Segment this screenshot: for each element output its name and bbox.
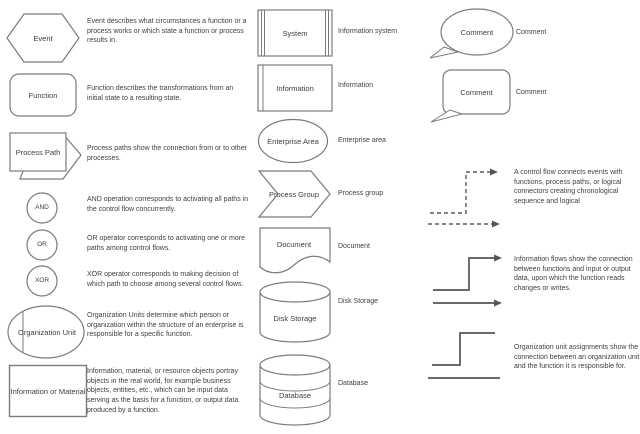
enterprise-area-shape — [257, 118, 329, 164]
control-flow-arrows-shape — [424, 162, 512, 230]
information-label: Information — [276, 83, 314, 93]
information-shape — [257, 64, 333, 112]
and-label: AND — [35, 204, 49, 212]
function-rounded-rect-shape — [8, 72, 78, 118]
xor-label: XOR — [34, 277, 50, 285]
information-caption: Information — [338, 82, 374, 89]
document-caption: Document — [338, 243, 370, 250]
process-group-shape — [258, 169, 332, 219]
system-caption: Information system — [338, 28, 398, 35]
document-shape — [258, 226, 334, 280]
comment-oval-label: Comment — [460, 27, 494, 37]
and-description: AND operation corresponds to activating all paths in the control flow concurrently. — [87, 196, 249, 213]
database-label: Database — [278, 390, 312, 400]
database-caption: Database — [338, 380, 368, 387]
xor-description: XOR operator corresponds to making decision of which path to choose among several control flows. — [87, 271, 244, 288]
enterprise-area-caption: Enterprise area — [338, 137, 386, 144]
control-flow-description: A control flow connects events with functions, process paths, or logical connectors creating chronological sequence and logical — [514, 169, 623, 205]
information-material-shape — [8, 364, 88, 418]
process-path-label: Process Path — [15, 147, 61, 157]
event-description: Event describes what circumstances a function or a process works or which state a function or process results in. — [87, 18, 247, 45]
disk-storage-caption: Disk Storage — [338, 298, 379, 305]
comment-oval-caption: Comment — [516, 29, 547, 36]
system-shape — [257, 9, 333, 57]
information-material-description: Information, material, or resource objects portray objects in the real world, for example business objects, entities, etc., which can be input data serving as the basis for a function, or output data produced by a function. — [87, 368, 239, 414]
document-label: Document — [276, 239, 312, 249]
disk-storage-label: Disk Storage — [273, 313, 317, 323]
comment-oval-bubble-shape — [428, 6, 516, 62]
organization-unit-description: Organization Units determine which person or organization within the structure of an enterprise is responsible for a specific function. — [87, 312, 244, 339]
process-group-caption: Process group — [338, 190, 384, 197]
process-group-label: Process Group — [268, 189, 320, 199]
organization-unit-label: Organization Unit — [18, 327, 76, 337]
organization-unit-shape — [6, 304, 88, 362]
enterprise-area-label: Enterprise Area — [267, 136, 319, 146]
event-label: Event — [33, 33, 53, 43]
and-connector-shape — [26, 192, 58, 224]
organization-assignment-lines-shape — [424, 328, 508, 382]
event-hexagon-shape — [6, 13, 80, 63]
database-shape — [258, 352, 332, 428]
system-label: System — [282, 28, 308, 38]
xor-connector-shape — [26, 265, 58, 297]
process-path-description: Process paths show the connection from or to other processes. — [87, 145, 247, 162]
comment-rect-label: Comment — [460, 87, 493, 97]
function-label: Function — [28, 90, 58, 100]
information-flow-arrows-shape — [428, 250, 512, 308]
or-label: OR — [37, 241, 47, 249]
disk-storage-shape — [258, 280, 332, 346]
information-material-label: Information or Material — [10, 386, 86, 396]
or-description: OR operator corresponds to activating one or more paths among control flows. — [87, 235, 245, 252]
comment-rect-caption: Comment — [516, 89, 547, 96]
function-description: Function describes the transformations from an initial state to a resulting state. — [87, 85, 234, 102]
comment-rect-bubble-shape — [428, 66, 516, 124]
process-path-shape — [8, 128, 86, 184]
or-connector-shape — [26, 229, 58, 261]
information-flow-description: Information flows show the connection between functions and input or output data, upon which the function reads changes or writes. — [514, 256, 633, 292]
organization-assignment-description: Organization unit assignments show the connection between an organization unit and the function it is responsible for. — [514, 344, 640, 371]
